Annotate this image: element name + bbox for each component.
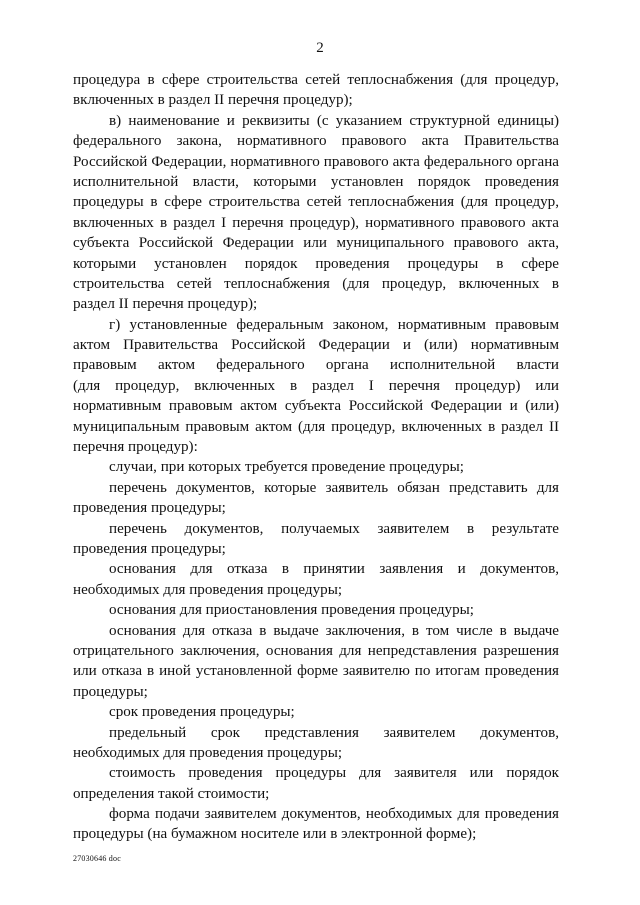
text-line: включенных в раздел I перечня процедур), нормативного правового акта (73, 214, 559, 231)
text-line: раздел II перечня процедур); (73, 296, 258, 313)
text-line: основания для приостановления проведения процедуры; (109, 602, 474, 619)
text-line: необходимых для проведения процедуры; (73, 744, 343, 761)
text-line: процедура в сфере строительства сетей теплоснабжения (для процедур, (73, 72, 559, 88)
text-line: процедуры (на бумажном носителе или в электронной форме); (73, 826, 477, 843)
text-line: нормативным правовым актом субъекта Российской Федерации и (или) (73, 398, 559, 415)
text-line: необходимых для проведения процедуры; (73, 581, 343, 598)
text-line: или отказа в иной установленной форме заявителю по итогам проведения (73, 663, 559, 680)
text-line: процедуры; (73, 683, 148, 700)
text-line: перечень документов, которые заявитель обязан представить для (109, 479, 559, 496)
text-line: (для процедур, включенных в раздел I перечня процедур) или (73, 377, 559, 394)
text-line: исполнительной власти, которыми установлен порядок проведения (73, 173, 559, 190)
text-line: г) установленные федеральным законом, нормативным правовым (109, 316, 559, 333)
text-line: перечень документов, получаемых заявителем в результате (109, 520, 559, 537)
text-line: субъекта Российской Федерации или муниципального правового акта, (73, 235, 559, 252)
text-line: перечня процедур): (73, 439, 198, 456)
document-footer-id: 27030646 doc (73, 854, 121, 863)
text-line: стоимость проведения процедуры для заявителя или порядок (109, 765, 559, 782)
document-body (73, 70, 559, 845)
text-line: определения такой стоимости; (73, 785, 270, 802)
text-line: отрицательного заключения, основания для непредставления разрешения (73, 642, 559, 659)
text-line: процедуры в сфере строительства сетей теплоснабжения (для процедур, (73, 194, 559, 211)
text-line: в) наименование и реквизиты (с указанием структурной единицы) (109, 112, 559, 129)
text-line: федерального закона, нормативного правового акта Правительства (73, 133, 559, 150)
text-line: Российской Федерации, нормативного правового акта федерального органа (73, 153, 559, 170)
text-line: форма подачи заявителем документов, необходимых для проведения (109, 806, 559, 823)
text-line: проведения процедуры; (73, 540, 226, 557)
text-line: муниципальным правовым актом (для процедур, включенных в раздел II (73, 418, 559, 435)
text-line: срок проведения процедуры; (109, 704, 295, 721)
text-line: включенных в раздел II перечня процедур); (73, 92, 353, 109)
text-line: которыми установлен порядок проведения процедуры в сфере (73, 255, 559, 272)
text-line: случаи, при которых требуется проведение процедуры; (109, 459, 464, 476)
text-line: предельный срок представления заявителем документов, (109, 724, 559, 741)
text-line: актом Правительства Российской Федерации и (или) нормативным (73, 337, 559, 354)
text-line: основания для отказа в принятии заявления и документов, (109, 561, 559, 578)
page-number: 2 (316, 40, 324, 56)
text-line: строительства сетей теплоснабжения (для процедур, включенных в (73, 275, 559, 292)
text-line: проведения процедуры; (73, 500, 226, 517)
text-line: основания для отказа в выдаче заключения, в том числе в выдаче (109, 622, 559, 639)
text-line: правовым актом федерального органа исполнительной власти (73, 357, 559, 374)
